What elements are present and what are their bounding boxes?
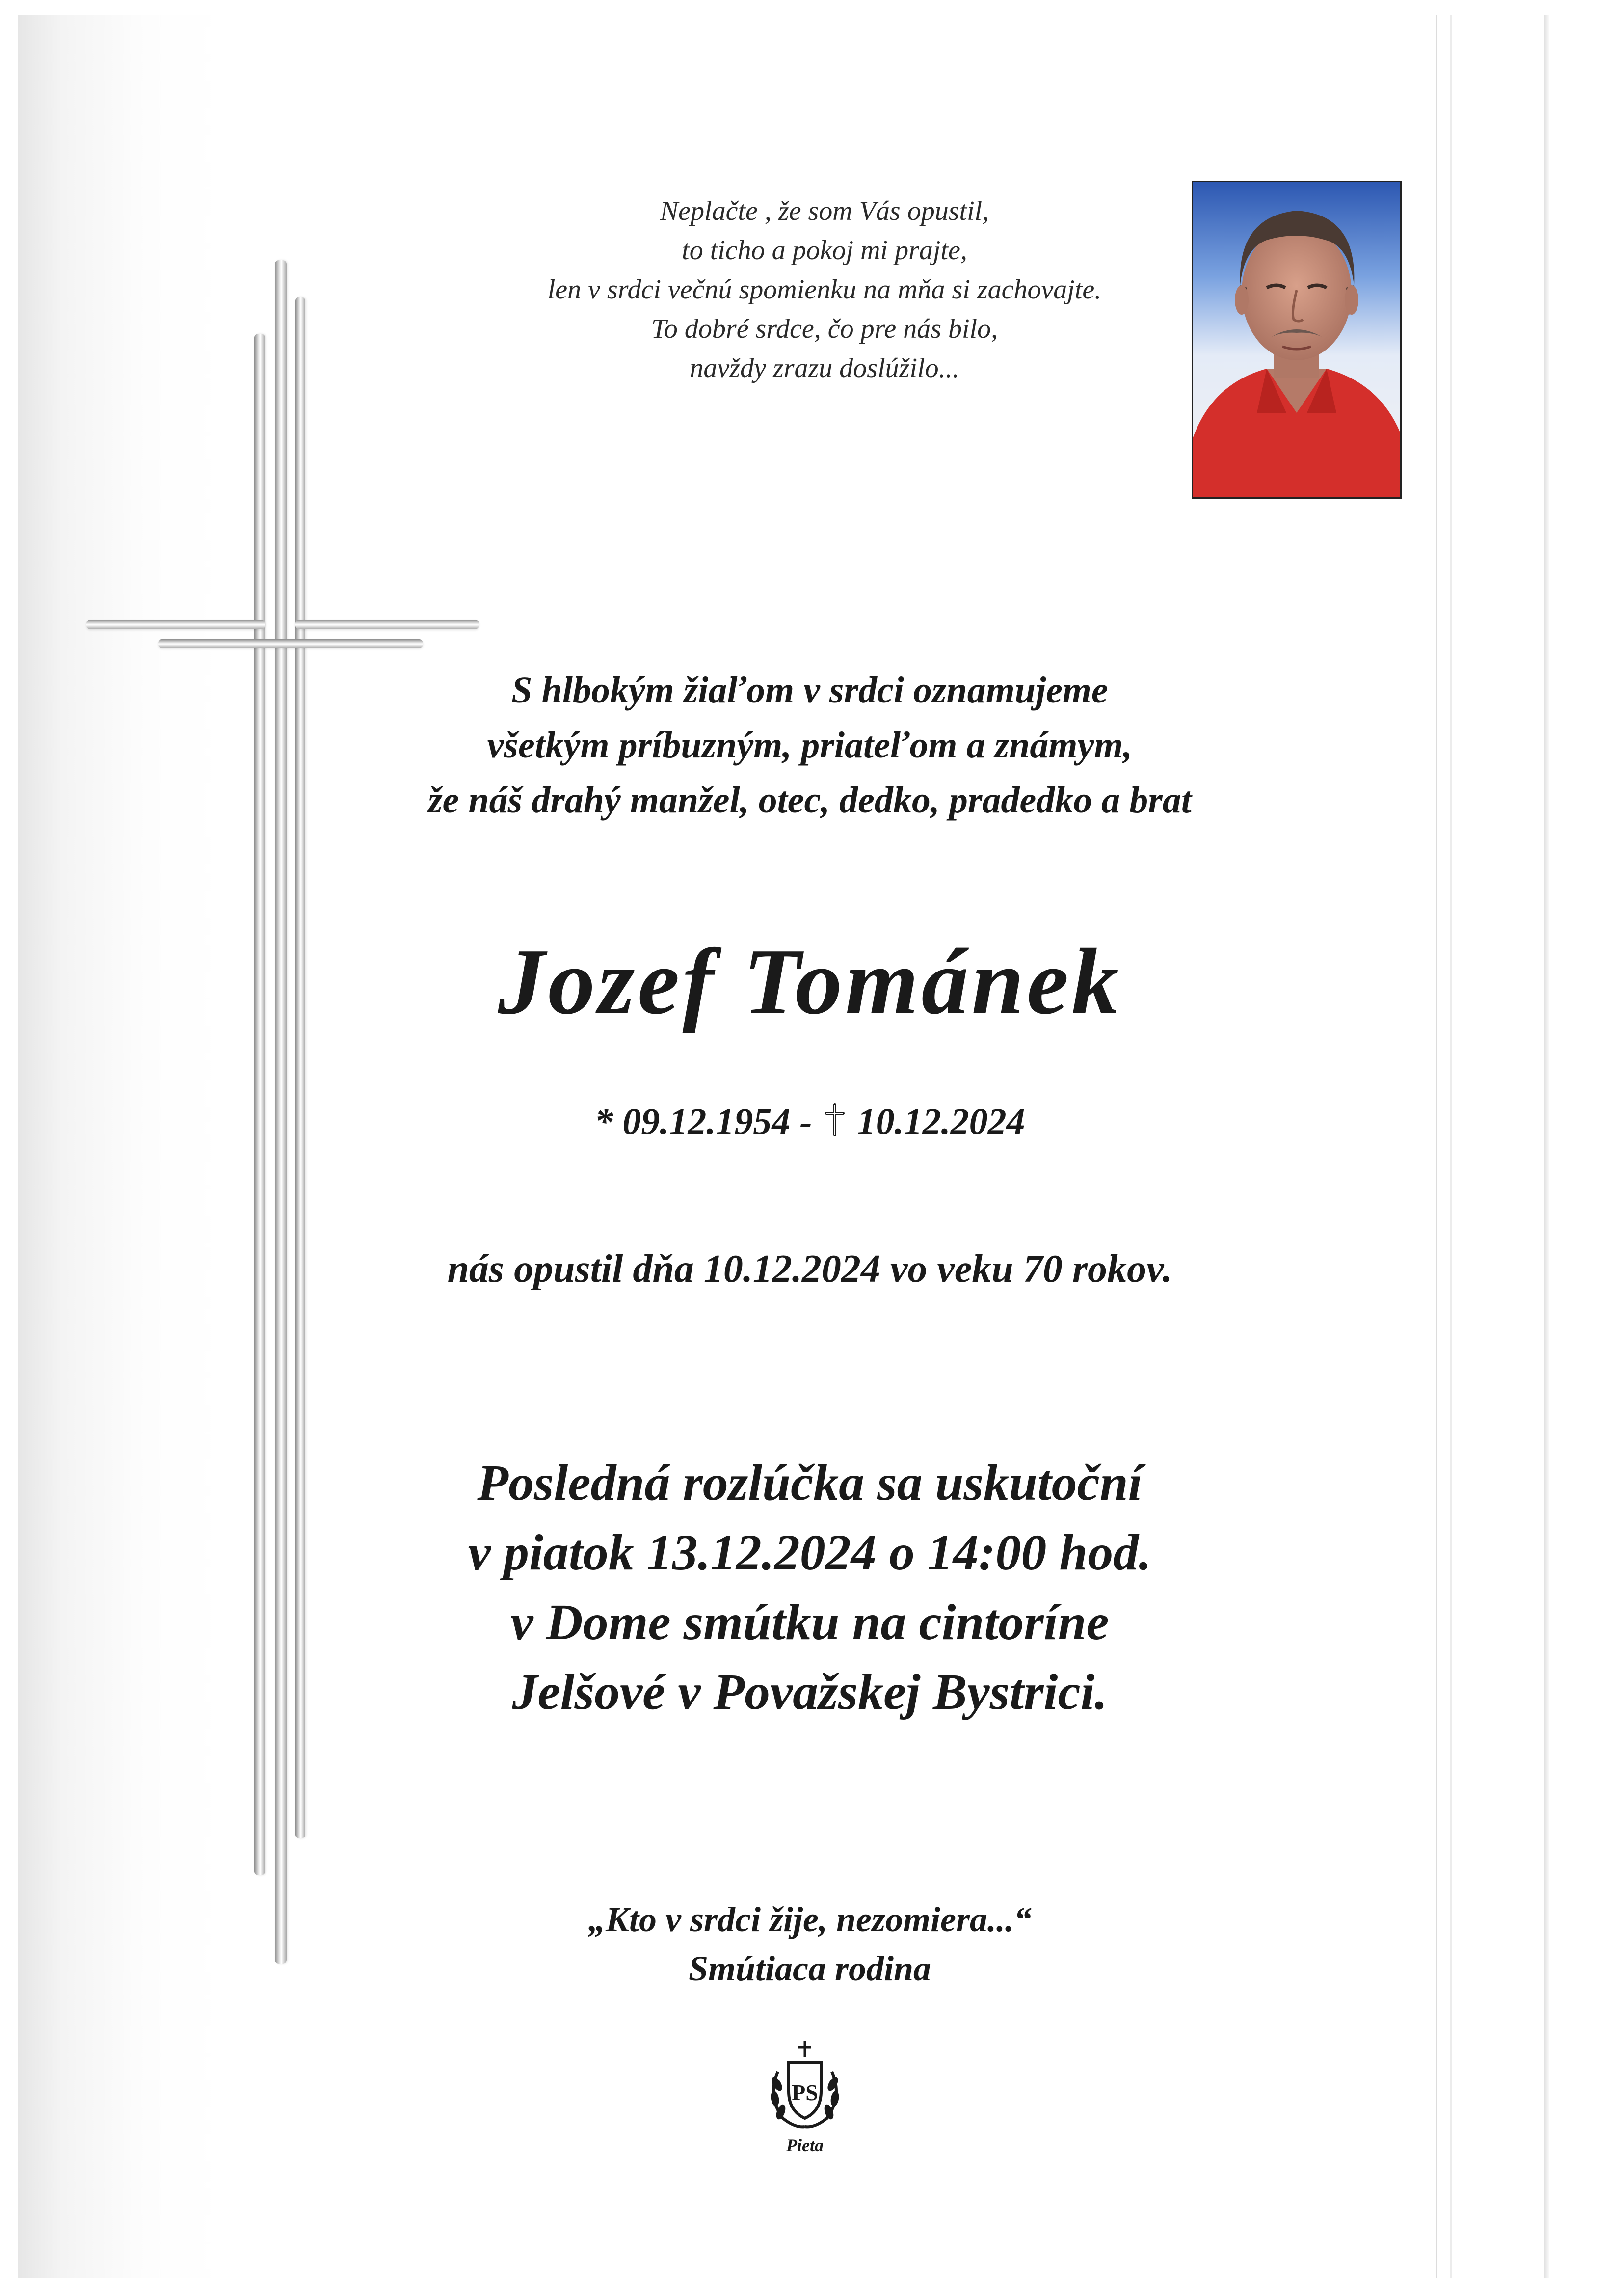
poem-line: navždy zrazu doslúžilo... [690,353,959,383]
announcement-line: že náš drahý manžel, otec, dedko, pradedko a brat [428,780,1192,821]
birth-date: * 09.12.1954 - [594,1101,812,1142]
logo-monogram: PS [792,2080,818,2105]
poem-line: len v srdci večnú spomienku na mňa si zachovajte. [547,274,1102,305]
funeral-line: v piatok 13.12.2024 o 14:00 hod. [468,1524,1152,1581]
announcement-line: všetkým príbuzným, priateľom a známym, [487,725,1133,766]
cross-horizontal-bar-right [295,620,479,629]
death-cross-icon [822,1103,848,1137]
closing-signature: Smútiaca rodina [688,1949,931,1988]
cross-horizontal-bar-lower [158,639,423,648]
funeral-line: v Dome smútku na cintoríne [510,1594,1109,1650]
funeral-line: Posledná rozlúčka sa uskutoční [477,1455,1143,1511]
sheet-fold [1436,15,1520,2278]
sheet-fold-line [1450,15,1452,2278]
poem-line: Neplačte , že som Vás opustil, [660,196,989,226]
portrait-photo [1192,181,1402,499]
funeral-line: Jelšové v Považskej Bystrici. [512,1664,1108,1720]
announcement [245,663,1374,828]
pieta-logo [758,2037,851,2160]
deceased-name: Jozef Tománek [498,929,1122,1034]
poem-line: to ticho a pokoj mi prajte, [682,235,967,266]
poem [471,191,1178,388]
portrait-illustration [1193,182,1400,497]
death-date: 10.12.2024 [857,1101,1025,1142]
closing [245,1895,1374,1993]
life-dates [245,1095,1374,1149]
closing-quote: „Kto v srdci žije, nezomiera...“ [588,1900,1032,1939]
pieta-logo-icon [758,2037,851,2160]
funeral-info [245,1448,1374,1727]
announcement-line: S hlbokým žiaľom v srdci oznamujeme [511,670,1108,711]
poem-line: To dobré srdce, čo pre nás bilo, [651,314,998,344]
sheet-outer-edge [1544,15,1549,2278]
cross-horizontal-bar-left [86,620,265,629]
logo-caption: Pieta [786,2135,824,2155]
passed-statement: nás opustil dňa 10.12.2024 vo veku 70 rokov. [447,1247,1172,1291]
